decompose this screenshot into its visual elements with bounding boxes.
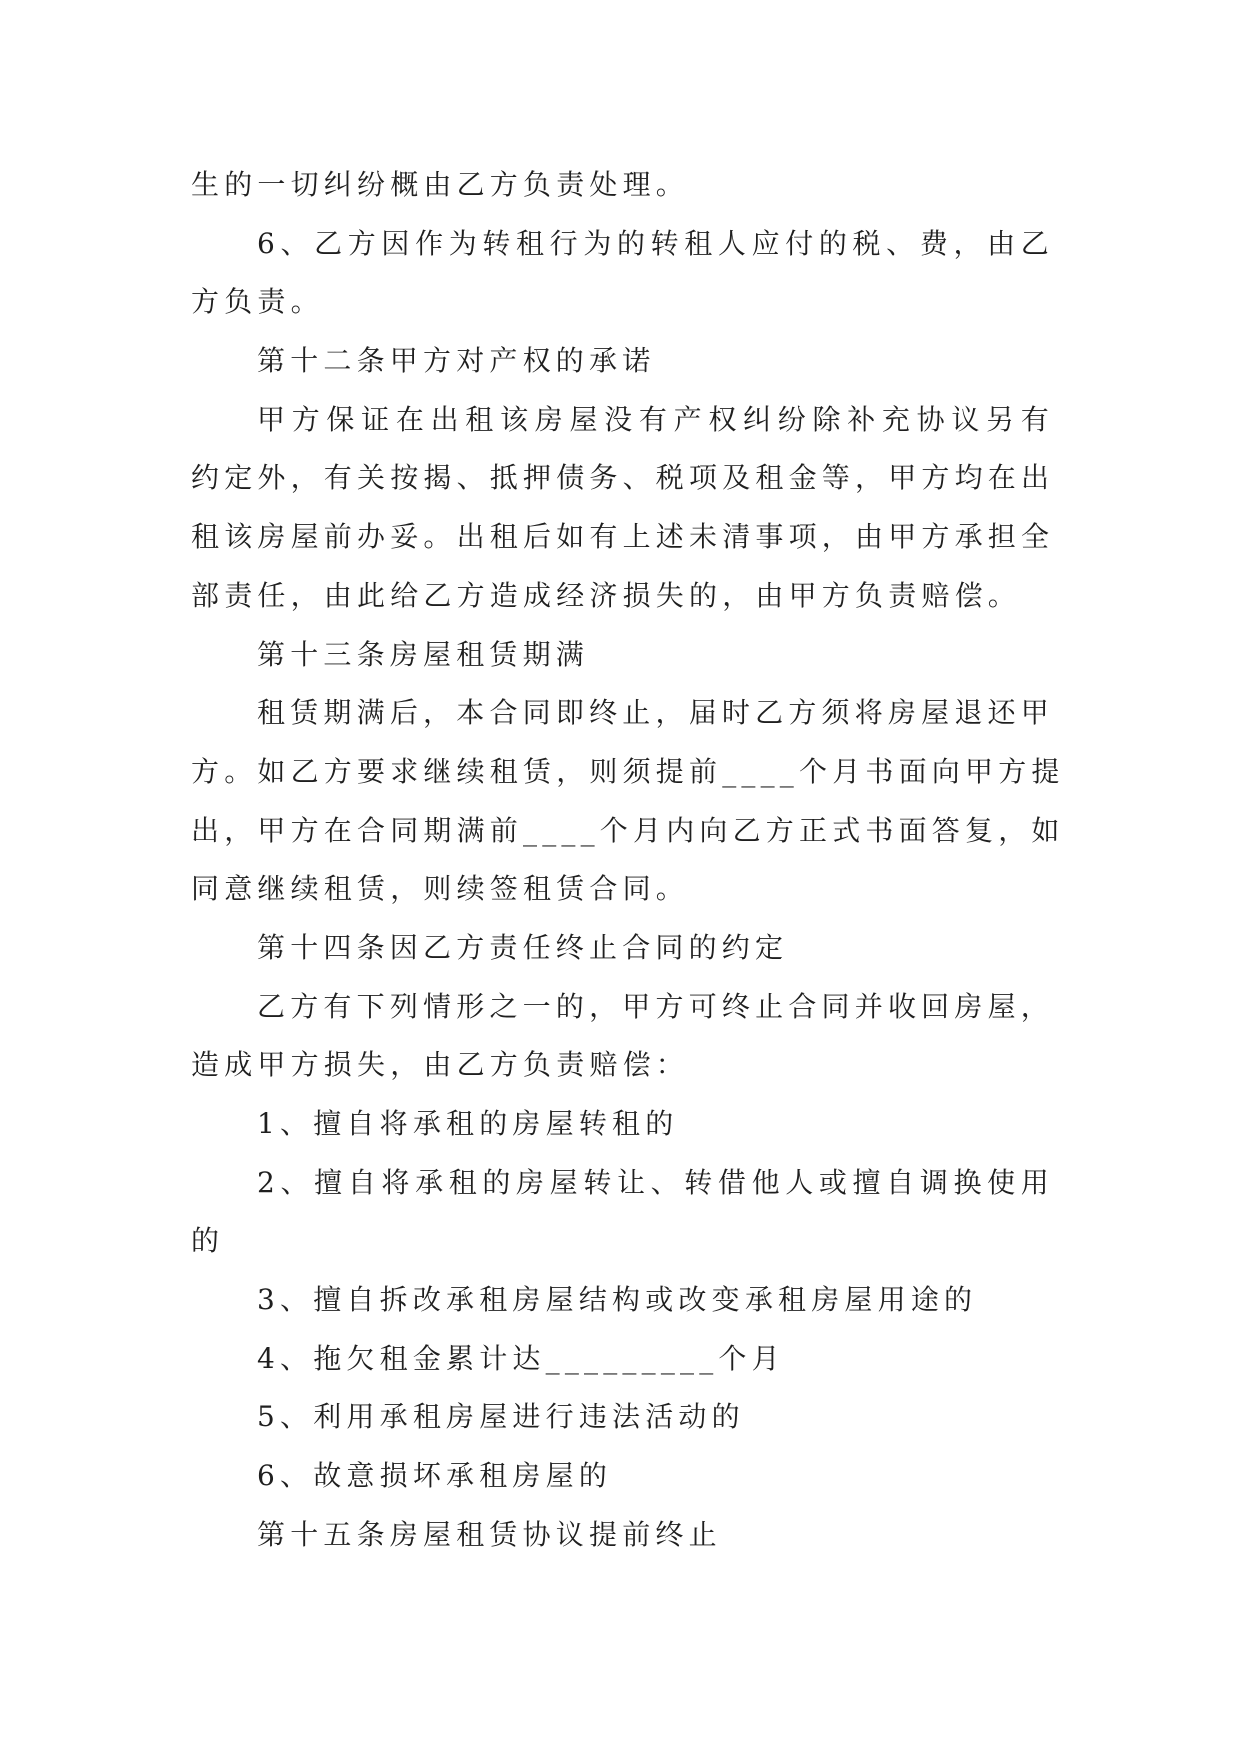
text-line: 6、乙方因作为转租行为的转租人应付的税、费，由乙 <box>257 226 1054 260</box>
clause-item <box>191 215 1054 332</box>
list-item <box>191 1095 1054 1154</box>
text-line: 6、故意损坏承租房屋的 <box>257 1459 613 1493</box>
text-line: 3、擅自拆改承租房屋结构或改变承租房屋用途的 <box>257 1283 978 1317</box>
heading-line: 第十四条因乙方责任终止合同的约定 <box>257 930 789 964</box>
article-heading <box>191 626 1054 685</box>
text-line: 造成甲方损失，由乙方负责赔偿： <box>191 1048 690 1082</box>
heading-line: 第十三条房屋租赁期满 <box>257 637 590 671</box>
text-line: 同意继续租赁，则续签租赁合同。 <box>191 872 690 906</box>
text-line: 生的一切纠纷概由乙方负责处理。 <box>191 168 690 201</box>
text-line: 2、擅自将承租的房屋转让、转借他人或擅自调换使用 <box>257 1165 1054 1199</box>
article-heading <box>191 1506 1054 1565</box>
text-line: 方。如乙方要求继续租赁，则须提前____个月书面向甲方提 <box>191 754 1065 788</box>
document-body <box>191 156 1065 1565</box>
article-heading <box>191 332 1054 391</box>
list-item <box>191 1271 1054 1330</box>
article-heading <box>191 919 1054 978</box>
body-paragraph <box>191 391 1054 626</box>
text-line: 1、擅自将承租的房屋转租的 <box>257 1107 679 1140</box>
paragraph-continuation <box>191 156 1054 215</box>
text-line: 租赁期满后，本合同即终止，届时乙方须将房屋退还甲 <box>257 696 1054 730</box>
list-item <box>191 1330 1054 1389</box>
body-paragraph <box>191 684 1065 919</box>
text-line: 乙方有下列情形之一的，甲方可终止合同并收回房屋， <box>257 989 1054 1023</box>
heading-line: 第十五条房屋租赁协议提前终止 <box>257 1517 722 1551</box>
list-item <box>191 1154 1054 1271</box>
text-line: 方负责。 <box>191 285 324 319</box>
text-line: 约定外，有关按揭、抵押债务、税项及租金等，甲方均在出 <box>191 461 1055 495</box>
text-line: 5、利用承租房屋进行违法活动的 <box>257 1400 745 1434</box>
text-line: 租该房屋前办妥。出租后如有上述未清事项，由甲方承担全 <box>191 520 1055 554</box>
text-line: 的 <box>191 1224 225 1258</box>
text-line: 4、拖欠租金累计达_________个月 <box>257 1341 785 1375</box>
body-paragraph <box>191 978 1054 1095</box>
list-item <box>191 1388 1054 1447</box>
text-line: 甲方保证在出租该房屋没有产权纠纷除补充协议另有 <box>257 402 1054 436</box>
text-line: 出，甲方在合同期满前____个月内向乙方正式书面答复，如 <box>191 813 1065 847</box>
list-item <box>191 1447 1054 1506</box>
text-line: 部责任，由此给乙方造成经济损失的，由甲方负责赔偿。 <box>191 578 1022 612</box>
heading-line: 第十二条甲方对产权的承诺 <box>257 344 656 378</box>
